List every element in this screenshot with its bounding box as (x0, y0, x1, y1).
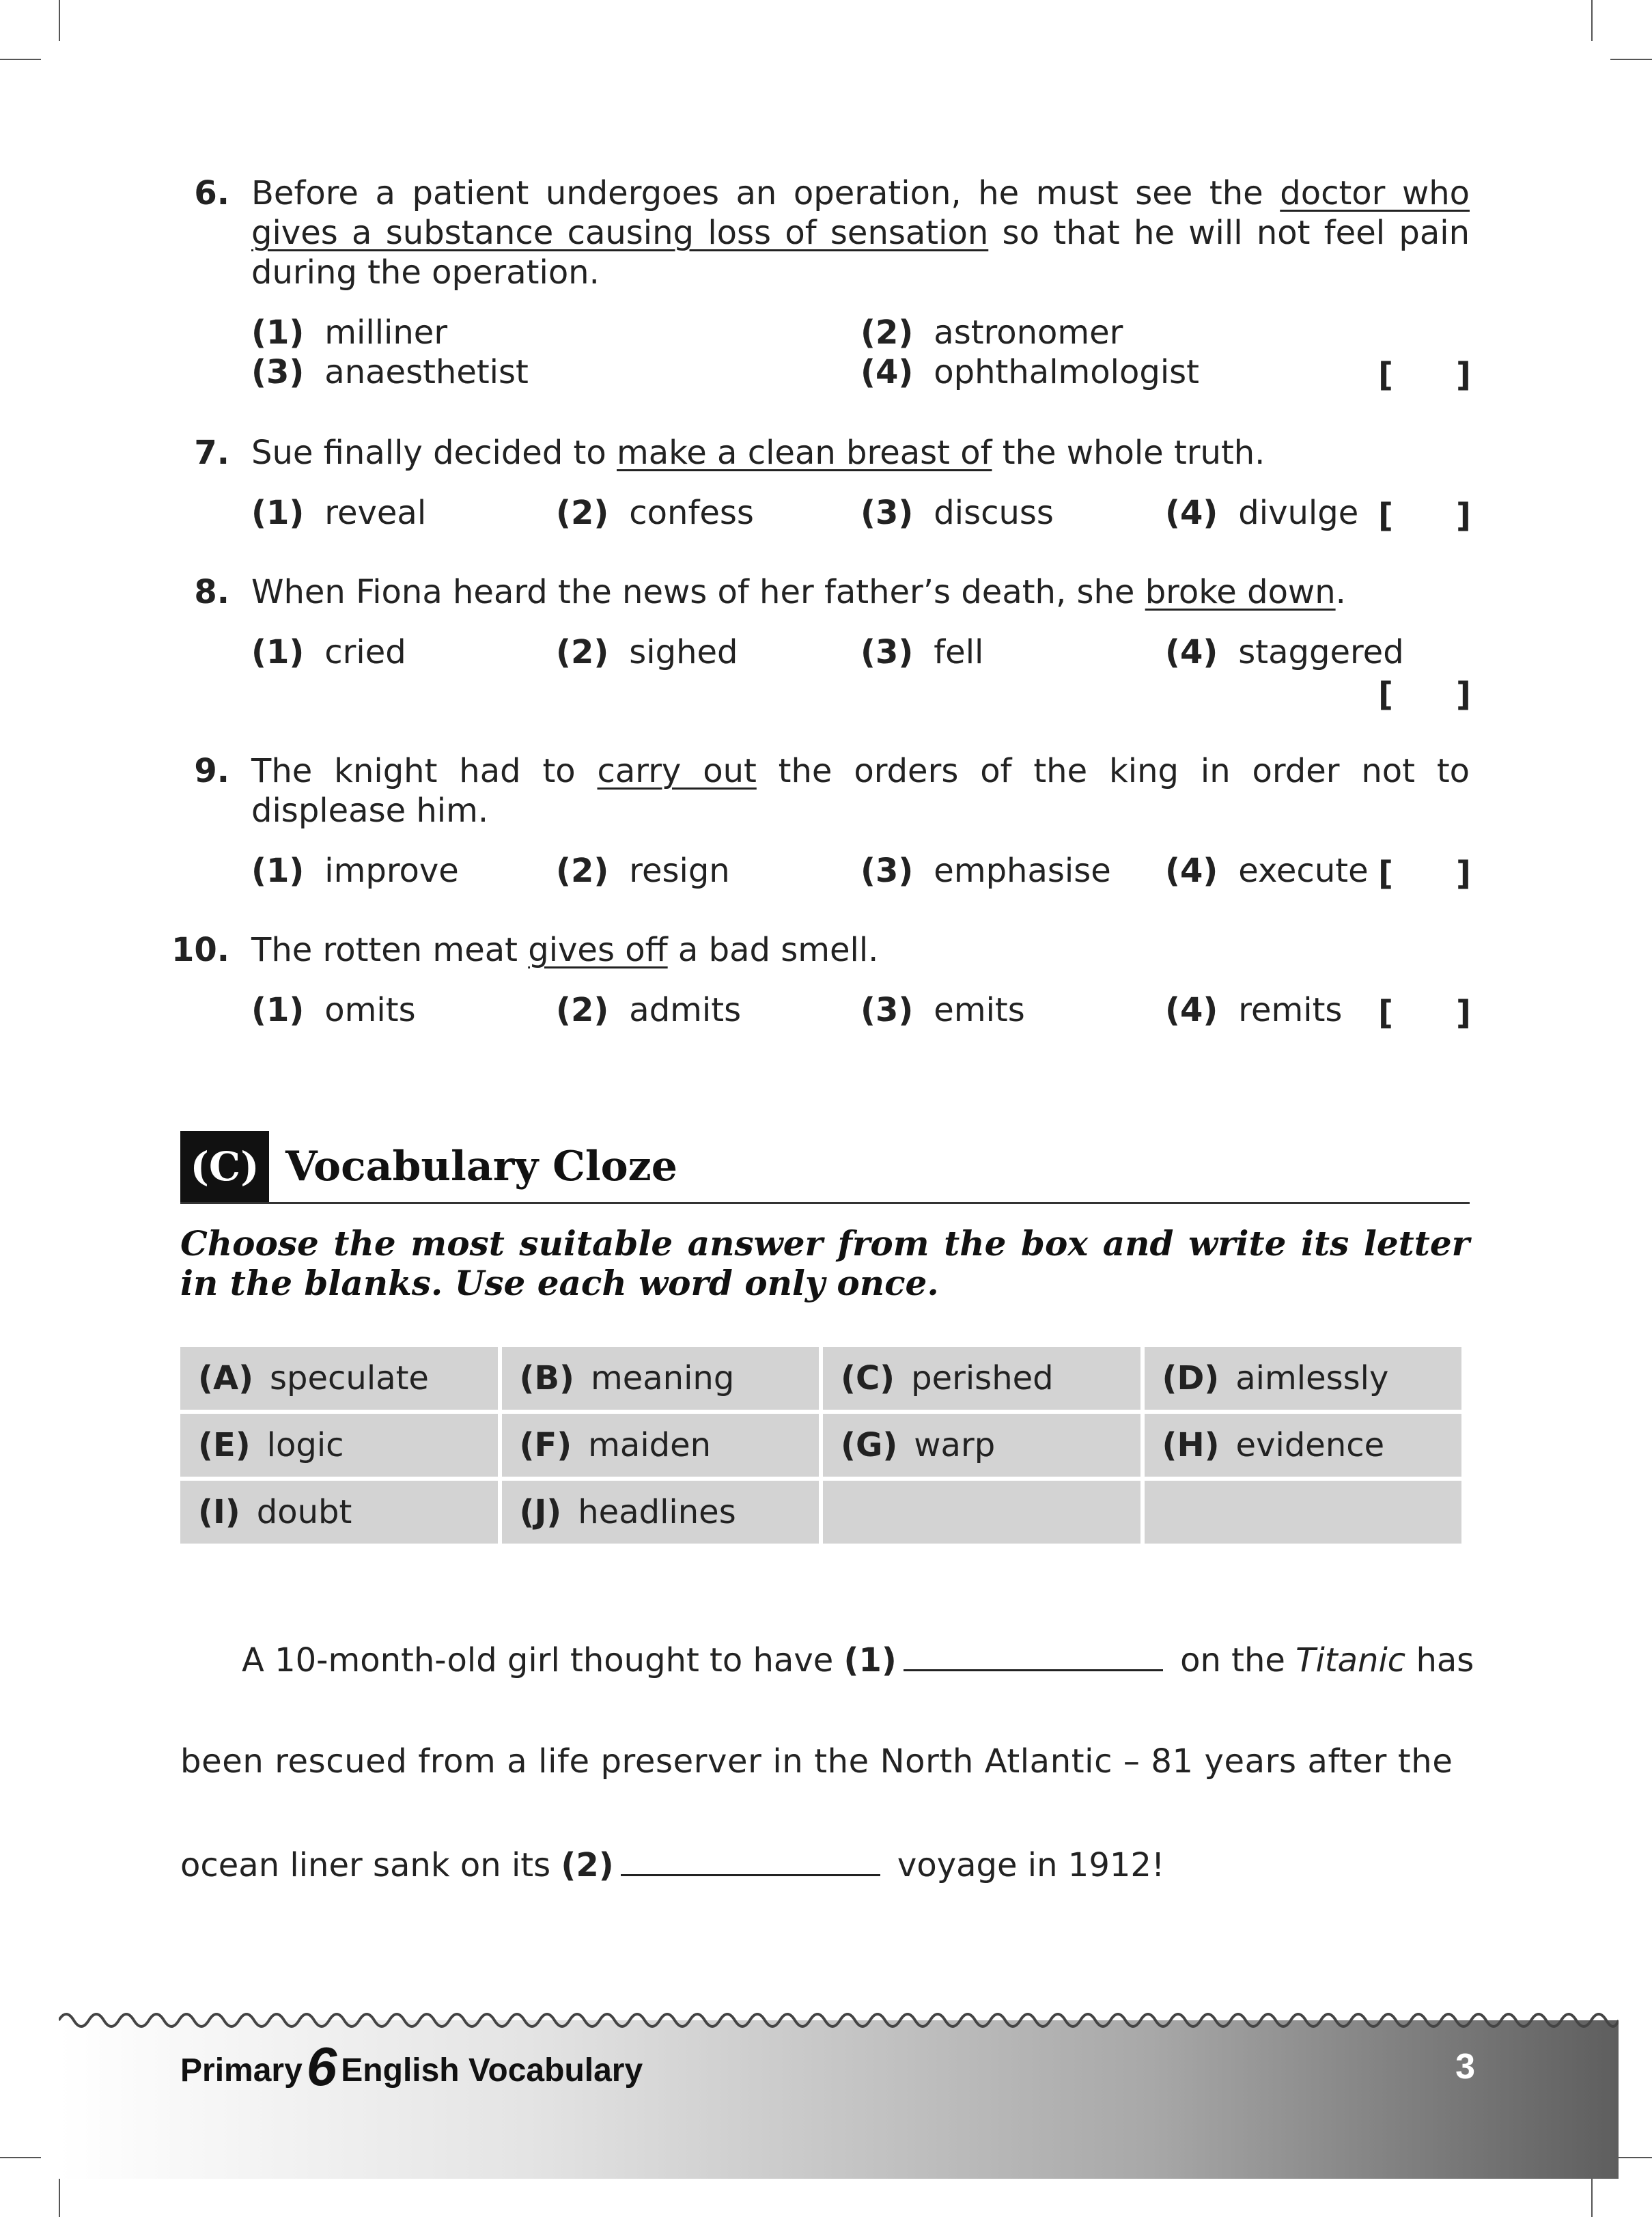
option-3[interactable] (860, 632, 983, 672)
word-letter: (C) (841, 1359, 895, 1397)
word-box-cell (180, 1414, 498, 1477)
option-number: (2) (556, 494, 609, 532)
option-text: anaesthetist (324, 353, 529, 391)
underlined-phrase: make a clean breast of (616, 434, 992, 472)
passage-line-2: been rescued from a life preserver in the North Atlantic – 81 years after the (180, 1742, 1453, 1781)
option-4[interactable] (1165, 493, 1358, 533)
crop-mark (59, 0, 60, 41)
question-number: 8. (194, 573, 229, 611)
option-number: (1) (251, 494, 305, 532)
option-number: (3) (860, 494, 914, 532)
book-level: 6 (306, 2036, 337, 2097)
word-letter: (I) (198, 1493, 240, 1531)
word-letter: (D) (1162, 1359, 1220, 1397)
option-text: emits (934, 991, 1025, 1029)
option-3[interactable] (251, 352, 529, 392)
question-text-part: a bad smell. (667, 931, 879, 969)
option-text: improve (324, 852, 459, 890)
section-title: Vocabulary Cloze (285, 1143, 677, 1190)
option-number: (1) (251, 852, 305, 890)
answer-bracket-close: ] (1456, 497, 1471, 535)
option-2[interactable] (860, 313, 1123, 352)
word-box-cell (1145, 1347, 1462, 1410)
word-letter: (J) (519, 1493, 562, 1531)
option-text: divulge (1238, 494, 1359, 532)
crop-mark (1610, 59, 1652, 60)
option-1[interactable] (251, 313, 447, 352)
option-4[interactable] (1165, 990, 1342, 1030)
answer-blank-2[interactable] (621, 1844, 880, 1876)
answer-bracket-close: ] (1456, 994, 1471, 1032)
page-number: 3 (1455, 2047, 1475, 2087)
answer-bracket-open: [ (1378, 675, 1393, 714)
question-text-part: the whole truth. (992, 434, 1265, 472)
crop-mark (1591, 0, 1593, 41)
question-text-part: Before a patient undergoes an operation, he must see the (251, 174, 1280, 212)
question-text (251, 930, 1470, 970)
option-4[interactable] (1165, 851, 1369, 891)
word-box-cell (180, 1347, 498, 1410)
underlined-phrase: carry out (597, 752, 757, 790)
question-text-part: The knight had to (251, 752, 598, 790)
option-number: (3) (860, 633, 914, 671)
option-number: (2) (556, 633, 609, 671)
book-title-part: English Vocabulary (341, 2052, 643, 2089)
question-number: 10. (171, 931, 229, 969)
passage-text: has (1405, 1641, 1474, 1679)
option-text: fell (934, 633, 984, 671)
word-letter: (B) (519, 1359, 574, 1397)
question-number: 6. (194, 174, 229, 212)
option-1[interactable] (251, 990, 416, 1030)
underlined-phrase: doctor who gives a substance causing loss of sensation (251, 174, 1470, 252)
passage-text: A 10-month-old girl thought to have (242, 1641, 844, 1679)
option-1[interactable] (251, 632, 406, 672)
option-3[interactable] (860, 493, 1054, 533)
word: aimlessly (1235, 1359, 1389, 1397)
option-text: execute (1238, 852, 1369, 890)
option-4[interactable] (1165, 632, 1404, 672)
option-text: admits (629, 991, 742, 1029)
word: perished (911, 1359, 1054, 1397)
option-number: (3) (251, 353, 305, 391)
word-letter: (G) (841, 1426, 898, 1464)
answer-blank-1[interactable] (904, 1639, 1163, 1671)
question-text (251, 433, 1470, 473)
option-text: ophthalmologist (934, 353, 1199, 391)
passage-line-1 (180, 1639, 1474, 1680)
word-box-cell-empty (1145, 1481, 1462, 1544)
passage-line-3 (180, 1844, 1470, 1885)
word-box-cell (502, 1414, 820, 1477)
question-text (251, 572, 1470, 612)
word-box-row (180, 1481, 1461, 1544)
option-3[interactable] (860, 990, 1025, 1030)
footer-band (59, 2020, 1619, 2179)
word: doubt (256, 1493, 352, 1531)
word-box-row (180, 1347, 1461, 1410)
answer-bracket-close: ] (1456, 854, 1471, 893)
word: logic (266, 1426, 344, 1464)
book-title (180, 2036, 643, 2097)
option-number: (1) (251, 313, 305, 352)
answer-bracket-open: [ (1378, 356, 1393, 394)
question-number: 7. (194, 434, 229, 472)
passage-text: ocean liner sank on its (180, 1846, 561, 1884)
word-box-cell (502, 1347, 820, 1410)
option-3[interactable] (860, 851, 1111, 891)
word-letter: (A) (198, 1359, 254, 1397)
word: maiden (588, 1426, 712, 1464)
option-2[interactable] (556, 851, 730, 891)
answer-bracket-open: [ (1378, 854, 1393, 893)
option-number: (4) (860, 353, 914, 391)
option-text: remits (1238, 991, 1343, 1029)
option-text: discuss (934, 494, 1054, 532)
option-text: astronomer (934, 313, 1123, 352)
option-2[interactable] (556, 493, 754, 533)
option-text: omits (324, 991, 416, 1029)
passage-text: on the (1169, 1641, 1296, 1679)
option-2[interactable] (556, 990, 741, 1030)
question-text-part: When Fiona heard the news of her father’s death, she (251, 573, 1145, 611)
option-1[interactable] (251, 493, 426, 533)
question-text-part: . (1335, 573, 1346, 611)
word-letter: (F) (519, 1426, 572, 1464)
option-text: confess (629, 494, 754, 532)
option-number: (2) (860, 313, 914, 352)
question-text (251, 173, 1470, 292)
crop-mark (0, 59, 41, 60)
option-2[interactable] (556, 632, 738, 672)
option-text: sighed (629, 633, 738, 671)
answer-bracket-close: ] (1456, 356, 1471, 394)
word: warp (914, 1426, 996, 1464)
book-title-part: Primary (180, 2052, 303, 2089)
option-number: (2) (556, 852, 609, 890)
option-text: resign (629, 852, 730, 890)
option-number: (3) (860, 852, 914, 890)
word-letter: (H) (1162, 1426, 1220, 1464)
option-number: (1) (251, 991, 305, 1029)
word-box-cell-empty (823, 1481, 1140, 1544)
question-text-part: the orders of the king in order not to displease him. (251, 752, 1470, 830)
crop-mark (0, 2157, 41, 2158)
option-number: (4) (1165, 991, 1218, 1029)
ship-name: Titanic (1296, 1641, 1406, 1679)
passage-text: voyage in 1912! (886, 1846, 1165, 1884)
word: evidence (1235, 1426, 1385, 1464)
option-number: (3) (860, 991, 914, 1029)
crop-mark (59, 2176, 60, 2217)
option-number: (4) (1165, 494, 1218, 532)
option-text: emphasise (934, 852, 1111, 890)
crop-mark (1591, 2176, 1593, 2217)
option-text: milliner (324, 313, 448, 352)
option-text: staggered (1238, 633, 1404, 671)
blank-number: (1) (843, 1641, 897, 1679)
word-box-cell (823, 1414, 1140, 1477)
word-box (176, 1343, 1466, 1548)
answer-bracket-open: [ (1378, 497, 1393, 535)
answer-bracket-open: [ (1378, 994, 1393, 1032)
blank-number: (2) (561, 1846, 614, 1884)
question-number: 9. (194, 752, 229, 790)
option-text: cried (324, 633, 406, 671)
section-header (180, 1131, 1470, 1204)
word: meaning (590, 1359, 735, 1397)
option-text: reveal (324, 494, 427, 532)
answer-bracket-close: ] (1456, 675, 1471, 714)
word-box-cell (502, 1481, 820, 1544)
question-text-part: Sue finally decided to (251, 434, 617, 472)
footer-wave-border (59, 2001, 1619, 2028)
section-tag: (C) (180, 1131, 269, 1202)
question-text (251, 751, 1470, 831)
question-text-part: so that he will not feel pain during the operation. (251, 214, 1470, 292)
word-letter: (E) (198, 1426, 251, 1464)
word-box-cell (1145, 1414, 1462, 1477)
underlined-phrase: gives off (528, 931, 668, 969)
word-box-row (180, 1414, 1461, 1477)
option-4[interactable] (860, 352, 1199, 392)
question-text-part: The rotten meat (251, 931, 529, 969)
word-box-cell (180, 1481, 498, 1544)
word: headlines (578, 1493, 736, 1531)
underlined-phrase: broke down (1145, 573, 1336, 611)
option-1[interactable] (251, 851, 459, 891)
section-instruction: Choose the most suitable answer from the box and write its letter in the blanks. Use each word only once. (180, 1223, 1470, 1303)
option-number: (2) (556, 991, 609, 1029)
option-number: (4) (1165, 852, 1218, 890)
option-number: (1) (251, 633, 305, 671)
option-number: (4) (1165, 633, 1218, 671)
word: speculate (270, 1359, 429, 1397)
word-box-cell (823, 1347, 1140, 1410)
